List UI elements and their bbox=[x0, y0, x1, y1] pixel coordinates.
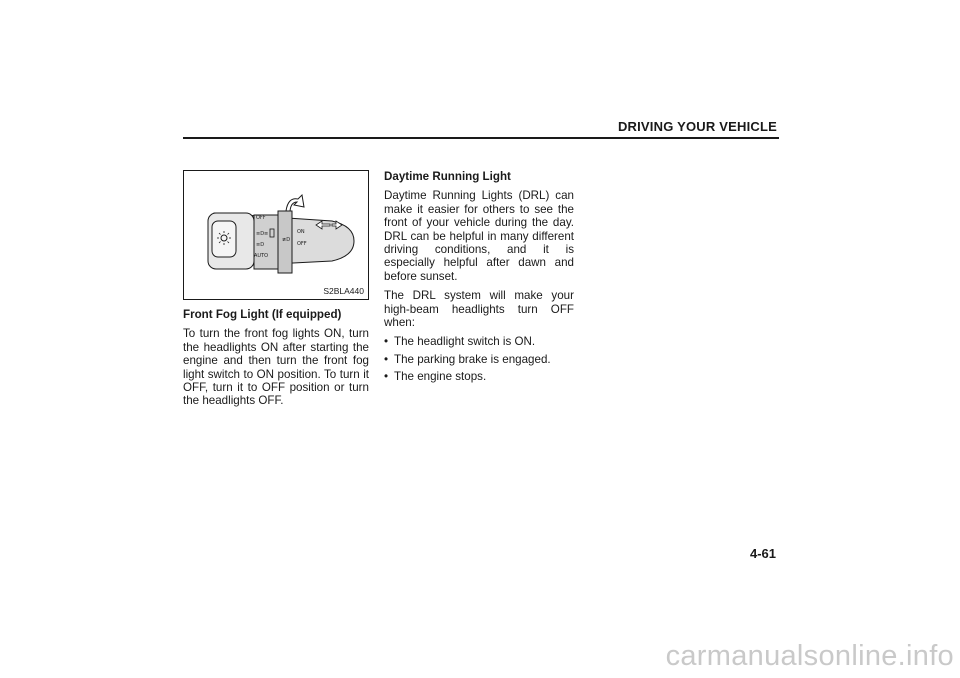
list-item: • The engine stops. bbox=[384, 370, 574, 383]
left-column bbox=[183, 308, 369, 414]
svg-text:≡D: ≡D bbox=[256, 242, 265, 248]
header-title: DRIVING YOUR VEHICLE bbox=[617, 119, 777, 134]
svg-text:OFF: OFF bbox=[256, 215, 266, 221]
svg-text:ON: ON bbox=[297, 229, 305, 235]
svg-text:AUTO: AUTO bbox=[254, 253, 269, 259]
header-rule bbox=[183, 137, 779, 139]
page-number: 4-61 bbox=[749, 546, 776, 561]
drl-bullet-list bbox=[384, 335, 574, 383]
drl-paragraph-2: The DRL system will make your high-beam headlights turn OFF when: bbox=[384, 289, 574, 330]
footer-watermark: carmanualsonline.info bbox=[665, 640, 954, 672]
svg-text:≡D≡: ≡D≡ bbox=[256, 231, 269, 237]
fog-light-paragraph: To turn the front fog lights ON, turn the headlights ON after starting the engine and then turn the front fog light switch to ON position. To turn it OFF, turn it to OFF position or turn the headlights OFF. bbox=[183, 327, 369, 408]
figure-code: S2BLA440 bbox=[323, 286, 364, 296]
fog-light-heading: Front Fog Light (If equipped) bbox=[183, 308, 342, 321]
list-item: • The parking brake is engaged. bbox=[384, 353, 574, 366]
headlight-switch-figure bbox=[183, 170, 369, 300]
svg-text:OFF: OFF bbox=[297, 241, 307, 247]
combination-switch-illustration bbox=[184, 171, 368, 299]
svg-text:≢D: ≢D bbox=[282, 237, 291, 243]
list-item: • The headlight switch is ON. bbox=[384, 335, 574, 348]
right-column bbox=[384, 170, 574, 388]
drl-paragraph-1: Daytime Running Lights (DRL) can make it easier for others to see the front of your vehicle during the day. DRL can be helpful in many different driving conditions, and it is especially helpful after dawn and before sunset. bbox=[384, 189, 574, 283]
drl-heading: Daytime Running Light bbox=[384, 170, 511, 183]
